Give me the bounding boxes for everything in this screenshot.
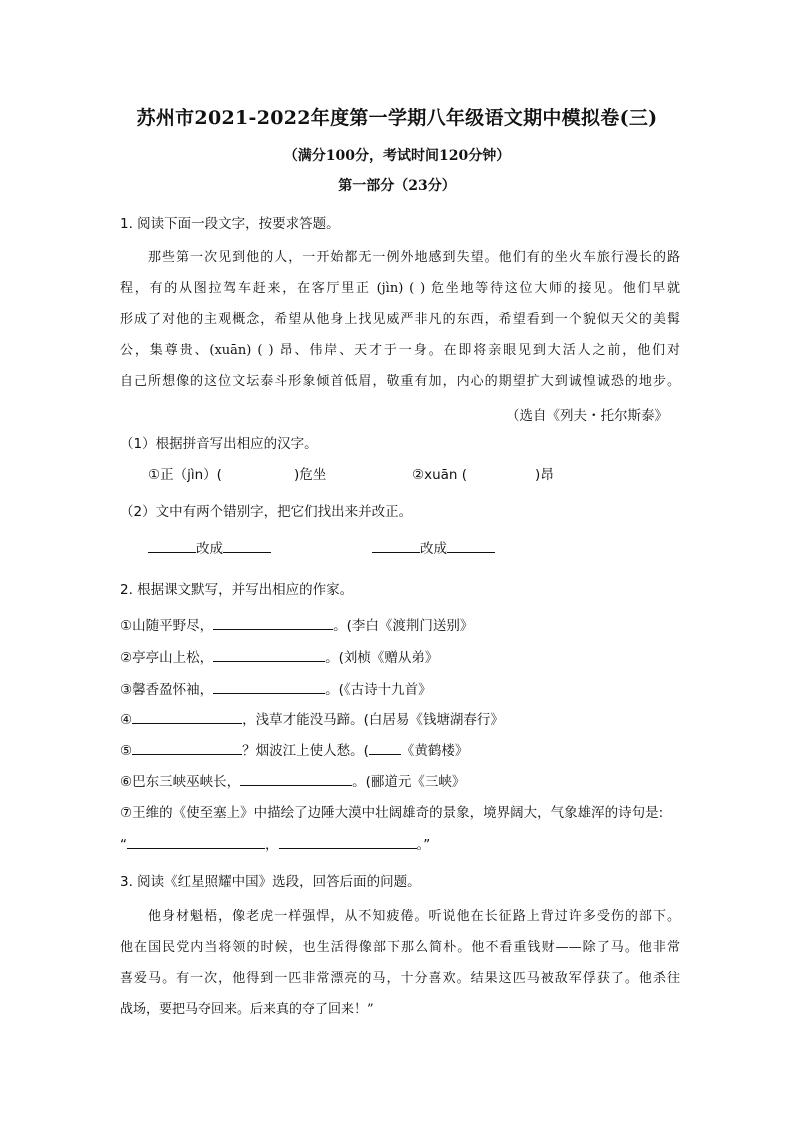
item-text: 。(刘桢《赠从弟》 bbox=[325, 650, 439, 666]
section-heading: 第一部分（23分） bbox=[338, 178, 456, 194]
quote-open: “ bbox=[120, 837, 127, 853]
exam-subtitle: （满分100分，考试时间120分钟） bbox=[283, 148, 511, 164]
passage-line: 程，有的从图拉驾车赶来，在客厅里正 (jìn) ( ) 危坐地等待这位大师的接见。他们早就 bbox=[120, 281, 680, 296]
correction-row-1 bbox=[148, 537, 271, 557]
recite-blank[interactable] bbox=[213, 647, 325, 662]
recite-blank[interactable] bbox=[240, 771, 352, 786]
q1-sub1-item-b bbox=[412, 463, 554, 483]
item-text: 。(郦道元《三峡》 bbox=[352, 774, 466, 790]
comma: ， bbox=[265, 837, 279, 853]
correct-char-blank[interactable] bbox=[447, 538, 495, 553]
item-text: ②亭亭山上松， bbox=[120, 650, 214, 666]
item-b-pre: ②xuān ( bbox=[412, 467, 468, 483]
item-text: 《黄鹤楼》 bbox=[400, 743, 469, 759]
correction-row-2 bbox=[372, 537, 495, 557]
item-a-pre: ①正（jìn）( bbox=[148, 467, 222, 483]
passage-line: 形成了对他的主观概念，希望从他身上找见威严非凡的东西，希望看到一个貌似天父的美髯 bbox=[120, 312, 680, 327]
recite-item-7: ⑦王维的《使至塞上》中描绘了边陲大漠中壮阔雄奇的景象，境界阔大，气象雄浑的诗句是: bbox=[120, 805, 664, 821]
correct-char-blank[interactable] bbox=[223, 538, 271, 553]
item-text: ⑤ bbox=[120, 743, 133, 759]
recite-blank[interactable] bbox=[213, 615, 333, 630]
q1-sub1-prompt: （1）根据拼音写出相应的汉字。 bbox=[120, 436, 318, 452]
wrong-char-blank[interactable] bbox=[148, 538, 196, 553]
change-label: 改成 bbox=[420, 541, 447, 557]
recite-item-1 bbox=[120, 614, 473, 634]
passage-line: 他在国民党内当将领的时候，也生活得像部下那么简朴。他不看重钱财——除了马。他非常 bbox=[120, 940, 680, 955]
item-a-post: )危坐 bbox=[293, 467, 327, 483]
author-blank[interactable] bbox=[369, 740, 401, 755]
recite-blank[interactable] bbox=[132, 740, 242, 755]
recite-item-4 bbox=[120, 708, 504, 728]
item-text: ，浅草才能没马蹄。(白居易《钱塘湖春行》 bbox=[242, 712, 504, 728]
quote-close: 。” bbox=[416, 837, 431, 853]
recite-item-7-answer bbox=[120, 833, 430, 853]
exam-title: 苏州市2021-2022年度第一学期八年级语文期中模拟卷(三) bbox=[136, 107, 658, 129]
item-b-post: )昂 bbox=[535, 467, 554, 483]
passage-line: 自己所想像的这位文坛泰斗形象倾首低眉，敬重有加，内心的期望扩大到诚惶诚恐的地步。 bbox=[120, 374, 680, 389]
passage-line: 那些第一次见到他的人，一开始都无一例外地感到失望。他们有的坐火车旅行漫长的路 bbox=[148, 250, 680, 265]
item-text: 。(李白《渡荆门送别》 bbox=[333, 618, 474, 634]
recite-item-6 bbox=[120, 770, 465, 790]
q1-prompt: 1. 阅读下面一段文字，按要求答题。 bbox=[120, 216, 340, 232]
change-label: 改成 bbox=[196, 541, 223, 557]
item-text: ③馨香盈怀袖， bbox=[120, 682, 214, 698]
q3-prompt: 3. 阅读《红星照耀中国》选段，回答后面的问题。 bbox=[120, 874, 421, 890]
recite-blank[interactable] bbox=[132, 709, 242, 724]
item-text: ？烟波江上使人愁。( bbox=[242, 743, 369, 759]
q2-prompt: 2. 根据课文默写，并写出相应的作家。 bbox=[120, 582, 354, 598]
wrong-char-blank[interactable] bbox=[372, 538, 420, 553]
item-text: ⑥巴东三峡巫峡长， bbox=[120, 774, 241, 790]
passage-line: 他身材魁梧，像老虎一样强悍，从不知疲倦。听说他在长征路上背过许多受伤的部下。 bbox=[148, 909, 680, 924]
q1-sub2-prompt: （2）文中有两个错别字，把它们找出来并改正。 bbox=[120, 504, 413, 520]
recite-item-3 bbox=[120, 678, 432, 698]
q1-sub1-item-a bbox=[148, 463, 326, 483]
item-text: ④ bbox=[120, 712, 133, 728]
recite-item-2 bbox=[120, 646, 438, 666]
recite-blank[interactable] bbox=[127, 834, 265, 849]
recite-blank[interactable] bbox=[213, 679, 325, 694]
recite-item-5 bbox=[120, 739, 468, 759]
item-text: ①山随平野尽， bbox=[120, 618, 214, 634]
passage-source: （选自《列夫・托尔斯泰》 bbox=[506, 408, 668, 424]
passage-line: 战场，要把马夺回来。后来真的夺了回来！” bbox=[120, 1002, 374, 1017]
item-text: 。(《古诗十九首》 bbox=[325, 682, 432, 698]
passage-line: 喜爱马。有一次，他得到一匹非常漂亮的马，十分喜欢。结果这匹马被敌军俘获了。他杀往 bbox=[120, 971, 680, 986]
passage-line: 公，集尊贵、(xuān) ( ) 昂、伟岸、天才于一身。在即将亲眼见到大活人之前，他们对 bbox=[120, 343, 680, 358]
recite-blank[interactable] bbox=[279, 834, 417, 849]
